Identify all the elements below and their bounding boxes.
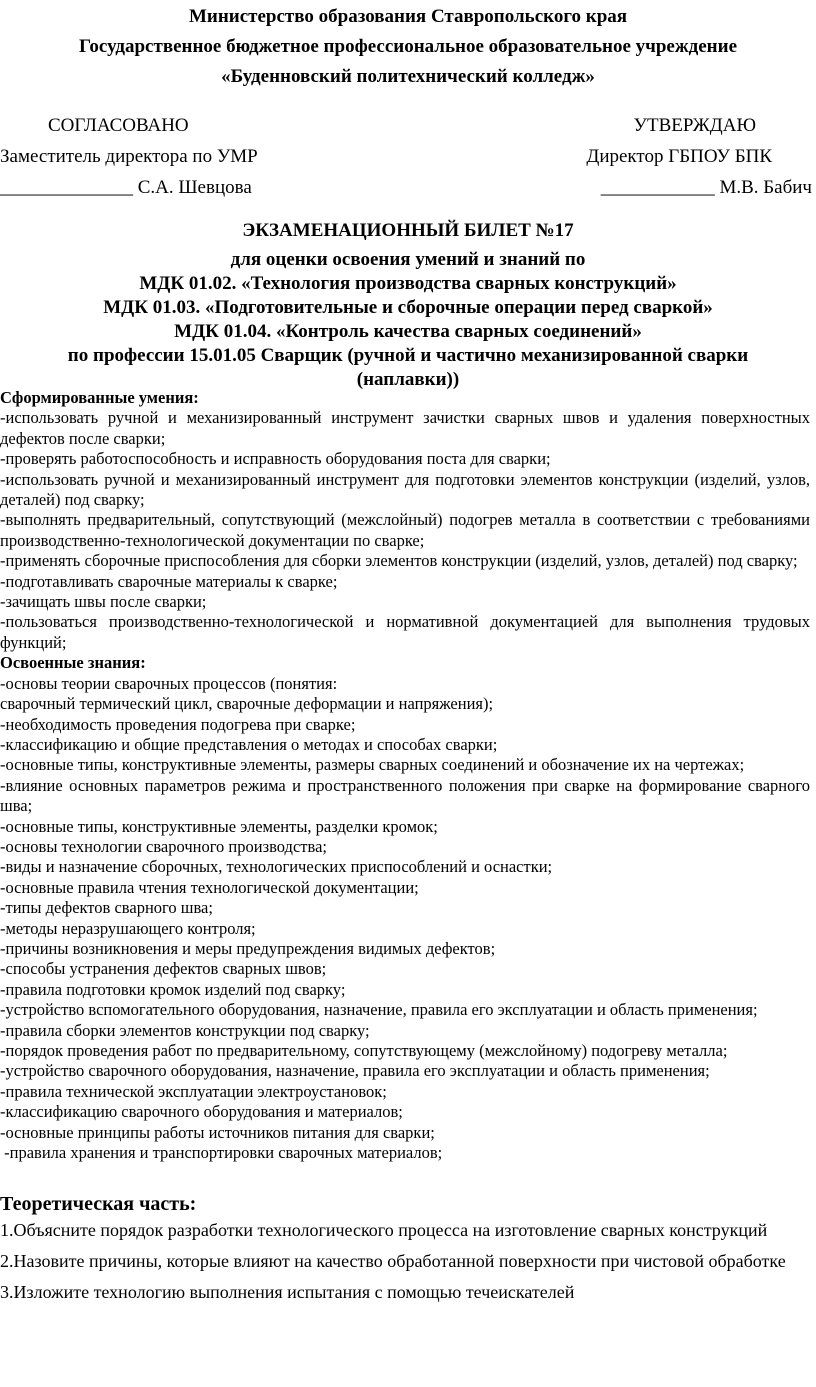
list-item: -использовать ручной и механизированный инструмент зачистки сварных швов и удаления поверхностных дефектов после сварки; — [0, 408, 810, 448]
list-item: -способы устранения дефектов сварных швов; — [0, 959, 327, 979]
knowledge-list — [0, 674, 810, 1164]
question-item: 1.Объясните порядок разработки технологического процесса на изготовление сварных конструкций — [0, 1220, 768, 1240]
agreed-position: Заместитель директора по УМР — [0, 146, 258, 167]
list-item: -основные типы, конструктивные элементы, разделки кромок; — [0, 816, 438, 836]
list-item: -зачищать швы после сварки; — [0, 592, 207, 612]
list-item: -выполнять предварительный, сопутствующий (межслойный) подогрев металла в соответствии с требованиями производственно-технологической документации по сварке; — [0, 510, 810, 550]
list-item: -причины возникновения и меры предупреждения видимых дефектов; — [0, 938, 496, 958]
theory-section — [0, 1190, 790, 1311]
list-item: -классификацию и общие представления о методах и способах сварки; — [0, 734, 498, 754]
list-item: -основы технологии сварочного производства; — [0, 836, 327, 856]
list-item: -виды и назначение сборочных, технологических приспособлений и оснастки; — [0, 857, 553, 877]
theory-heading: Теоретическая часть: — [0, 1193, 197, 1215]
ministry-name: Министерство образования Ставропольского края — [188, 6, 628, 27]
list-item: -основные типы, конструктивные элементы, размеры сварных соединений и обозначение их на чертежах; — [0, 755, 745, 775]
list-item: -правила хранения и транспортировки сварочных материалов; — [0, 1143, 443, 1163]
approved-signature: ____________ М.В. Бабич — [600, 177, 812, 198]
skills-heading: Сформированные умения: — [0, 388, 199, 407]
ticket-title: ЭКЗАМЕНАЦИОННЫЙ БИЛЕТ №17 — [242, 220, 574, 241]
agreed-signature: ______________ С.А. Шевцова — [0, 177, 252, 198]
competencies-section — [0, 388, 810, 1163]
list-item: -устройство вспомогательного оборудования, назначение, правила его эксплуатации и область применения; — [0, 1000, 758, 1020]
question-item: 3.Изложите технологию выполнения испытания с помощью течеискателей — [0, 1282, 575, 1302]
list-item: -пользоваться производственно-технологической и нормативной документацией для выполнения трудовых функций; — [0, 612, 810, 652]
approved-title: УТВЕРЖДАЮ — [633, 115, 756, 136]
ticket-subtitle-3: МДК 01.03. «Подготовительные и сборочные операции перед сваркой» — [103, 297, 713, 318]
list-item: -основы теории сварочных процессов (понятия: — [0, 673, 338, 693]
college-name: «Буденновский политехнический колледж» — [221, 66, 595, 87]
document-header — [0, 2, 816, 92]
knowledge-heading: Освоенные знания: — [0, 653, 146, 673]
list-item: -типы дефектов сварного шва; — [0, 898, 213, 918]
ticket-title-block — [0, 216, 816, 392]
skills-list — [0, 408, 810, 653]
list-item: -классификацию сварочного оборудования и материалов; — [0, 1102, 403, 1122]
list-item: -основные правила чтения технологической документации; — [0, 877, 419, 897]
list-item: -основные принципы работы источников питания для сварки; — [0, 1122, 435, 1142]
list-item: сварочный термический цикл, сварочные деформации и напряжения); — [0, 694, 494, 714]
institution-name: Государственное бюджетное профессиональное образовательное учреждение — [78, 36, 738, 57]
list-item: -проверять работоспособность и исправность оборудования поста для сварки; — [0, 449, 551, 469]
ticket-subtitle-1: для оценки освоения умений и знаний по — [230, 249, 586, 270]
list-item: -правила сборки элементов конструкции под сварку; — [0, 1020, 370, 1040]
list-item: -влияние основных параметров режима и пространственного положения при сварке на формирование сварного шва; — [0, 775, 810, 816]
question-item: 2.Назовите причины, которые влияют на качество обработанной поверхности при чистовой обработке — [0, 1251, 786, 1271]
list-item: -применять сборочные приспособления для сборки элементов конструкции (изделий, узлов, деталей) под сварку; — [0, 551, 798, 571]
agreed-title: СОГЛАСОВАНО — [48, 115, 189, 136]
list-item: -подготавливать сварочные материалы к сварке; — [0, 571, 338, 591]
list-item: -использовать ручной и механизированный инструмент для подготовки элементов конструкции (изделий, узлов, деталей) под сварку; — [0, 469, 810, 510]
ticket-subtitle-2: МДК 01.02. «Технология производства сварных конструкций» — [139, 273, 677, 294]
ticket-subtitle-5: по профессии 15.01.05 Сварщик (ручной и частично механизированной сварки (наплавки)) — [67, 345, 749, 390]
list-item: -правила технической эксплуатации электроустановок; — [0, 1081, 387, 1101]
ticket-subtitle-4: МДК 01.04. «Контроль качества сварных соединений» — [174, 321, 642, 342]
list-item: -устройство сварочного оборудования, назначение, правила его эксплуатации и область применения; — [0, 1061, 710, 1081]
list-item: -порядок проведения работ по предварительному, сопутствующему (межслойному) подогреву металла; — [0, 1041, 728, 1060]
list-item: -правила подготовки кромок изделий под сварку; — [0, 979, 346, 999]
approval-block — [0, 110, 816, 203]
list-item: -необходимость проведения подогрева при сварке; — [0, 714, 356, 734]
list-item: -методы неразрушающего контроля; — [0, 918, 256, 938]
approved-position: Директор ГБПОУ БПК — [586, 146, 772, 167]
